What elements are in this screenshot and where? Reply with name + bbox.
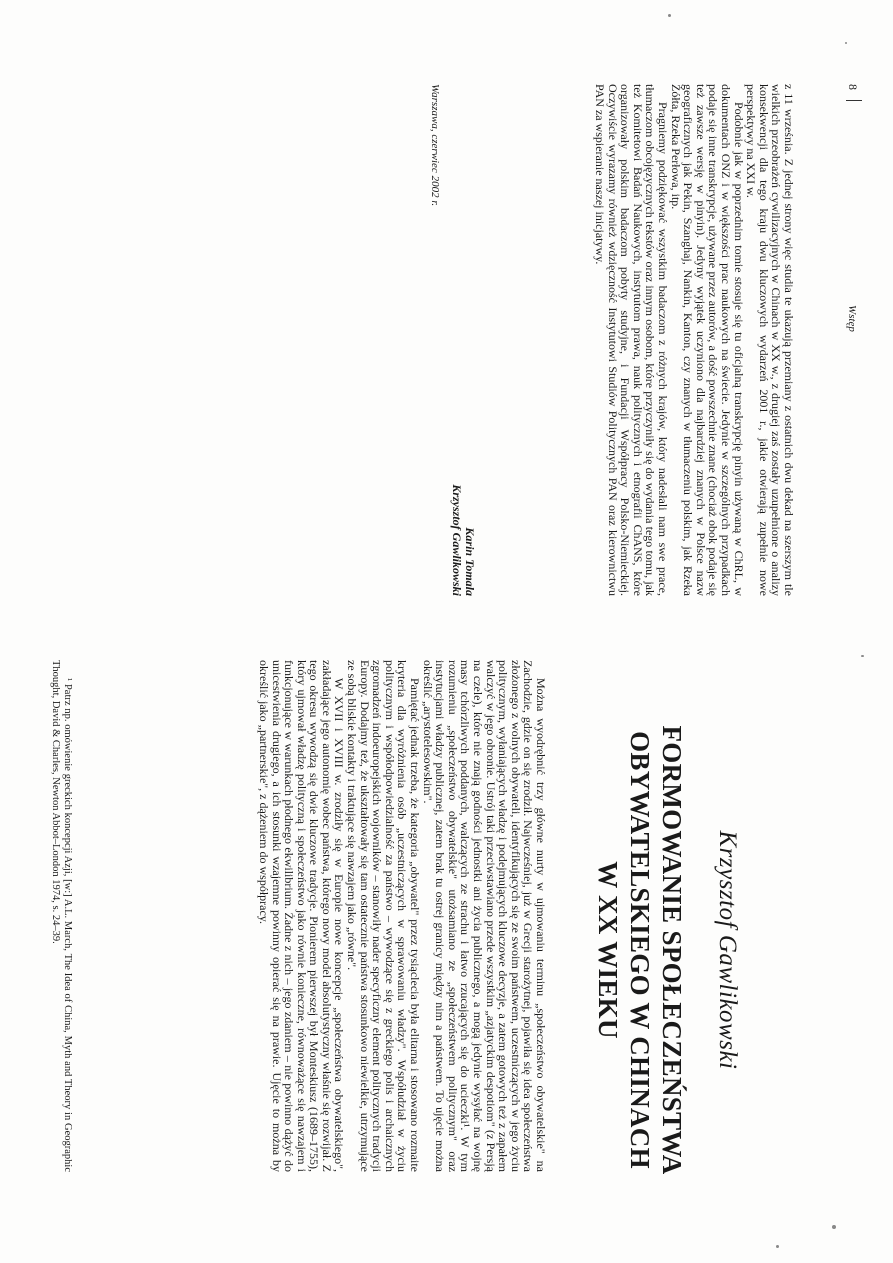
scan-speck [845,42,847,44]
signatures [450,84,476,596]
scan-speck [776,1245,779,1248]
title-line: OBYWATELSKIEGO W CHINACH [625,731,655,1169]
scan-speck [861,655,864,657]
paragraph: W XVII i XVIII w. zrodziły się w Europie nowe koncepcje „społeczeństwa obywatelskiego", zakładające jego autonomię wobec państwa, którego nowy model absolutystyczny właśnie się rozwijał. Z tego okresu wywodzą się dwie kluczowe tradycje. Pionierem pierwszej był Monteskiusz (1689–1755), który ujmował władzę polityczną i społeczeństwo jako równie konieczne, równoważące się nawzajem i funkcjonujące w warunkach płodnego ekwilibrium. Żadne z nich – jego zdaniem – nie powinno dążyć do unicestwienia drugiego, a ich stosunki wzajemne powinny opierać się na prawie. Ujęcie to można by określić jako „partnerskie", z dążeniem do współpracy. [256,660,347,1172]
signature: Karin Tomala [463,527,477,596]
right-page [0,640,893,1263]
signature: Krzysztof Gawlikowski [450,484,464,596]
paragraph: Pamiętać jednak trzeba, że kategoria „obywatel" przez tysiąclecia była elitarna i stosowano rozmaite kryteria dla wyróżnienia osób „uczestniczących w sprawowaniu władzy". Współudział w życiu politycznym i współodpowiedzialność za państwo – wywodzące się z greckiego polis i archaicznych zgromadzeń indoeuropejskich wojowników – stanowiły nader specyficzny element politycznych tradycji Europy. Dodajmy też, że ukształtowały się tam ostatecznie państwa stosunkowo niewielkie, utrzymujące ze sobą bliskie kontakty i traktujące się nawzajem jako „równe". [345,660,423,1172]
folio-divider [846,100,862,101]
title-line: FORMOWANIE SPOŁECZEŃSTWA [657,725,687,1175]
chapter-author: Krzysztof Gawlikowski [714,830,741,1070]
footnote: ¹ Patrz np. omówienie greckich koncepcji Azji, [w:] A.L. March, The Idea of China, Myth and Theory in Geographic Thought, David & Charles, Newton Abbot–London 1974, s. 24–39. [50,660,73,1172]
page-number: 8 [846,84,860,90]
paragraph: Podobnie jak w poprzednim tomie stosuje się tu oficjalną transkrypcję pinyin używaną w ChRL, w dokumentach ONZ i w większości prac naukowych na świecie. Jedynie w szczególnych przypadkach podaje się inne transkrypcje, używane przez autorów, a dość powszechnie znane (chociaż obok podaje się też zawsze wersję w pinyin). Jedyny wyjątek uczyniono dla najbardziej znanych w Polsce nazw geograficznych jak Pekin, Szanghaj, Nankin, Kanton, czy znanych w tłumaczeniu polskim, jak Rzeka Żółta, Rzeka Perłowa, itp. [668,84,746,596]
title-line: W XX WIEKU [593,861,623,1039]
scan-speck [832,1225,836,1229]
paragraph: z 11 września. Z jednej strony więc studia te ukazują przemiany z ostatnich dwu dekad na szerszym tle wielkich przeobrażeń cywilizacyjnych w Chinach w XX w., z drugiej zaś zostały uzupełnione o analizy konsekwencji dla tego kraju dwu kluczowych wydarzeń 2001 r., jakie otwierają zupełnie nowe perspektywy na XXI w. [744,84,796,596]
chapter-body [257,660,547,1172]
introduction-body [594,84,796,596]
scan-speck [668,14,671,17]
place-and-date: Warszawa, czerwiec 2002 r. [429,84,441,207]
paragraph: Można wyodrębnić trzy główne nurty w ujmowaniu terminu „społeczeństwo obywatelskie" na Zachodzie, gdzie on się zrodził. Najwcześniej, już w Grecji starożytnej, pojawiła się idea społeczeństwa złożonego z wolnych obywateli, identyfikujących się ze swoim państwem, uczestniczących w jego życiu politycznym, wyłaniających władzę i podejmujących kluczowe decyzje, a zatem gotowych też z zapałem walczyć w jego obronie. Ustrój taki przeciwstawiano przede wszystkim „azjatyckim despotiom" (z Persją na czele), które nie znają godności jednostki ani życia publicznego, a mogą jedynie wysyłać na wojnę masy tchórzliwych poddanych, walczących ze strachu i łatwo rzucających się do ucieczki¹. W tym rozumieniu „społeczeństwo obywatelskie" utożsamiano ze „społeczeństwem politycznym" oraz instytucjami władzy publicznej, zatem brak tu ostrej granicy między nim a państwem. To ujęcie można określić „arystotelesowskim". [420,660,548,1172]
running-head: Wstęp [846,305,858,332]
left-page [0,0,893,620]
paragraph: Pragniemy podziękować wszystkim badaczom z różnych krajów, który nadesłali nam swe prace, tłumaczom obcojęzycznych tekstów oraz innym osobom, które przyczyniły się do wydania tego tomu, jak też Komitetowi Badań Naukowych, instytutom prawa, nauk politycznych i etnografii ChANS, które organizowały polskim badaczom pobyty studyjne, i Fundacji Współpracy Polsko-Niemieckiej. Oczywiście wyrazamy również wdzięczność Instytutowi Studiów Politycznych PAN oraz kierownictwu PAN za wspieranie naszej inicjatywy. [593,84,671,596]
chapter-title [592,670,688,1230]
